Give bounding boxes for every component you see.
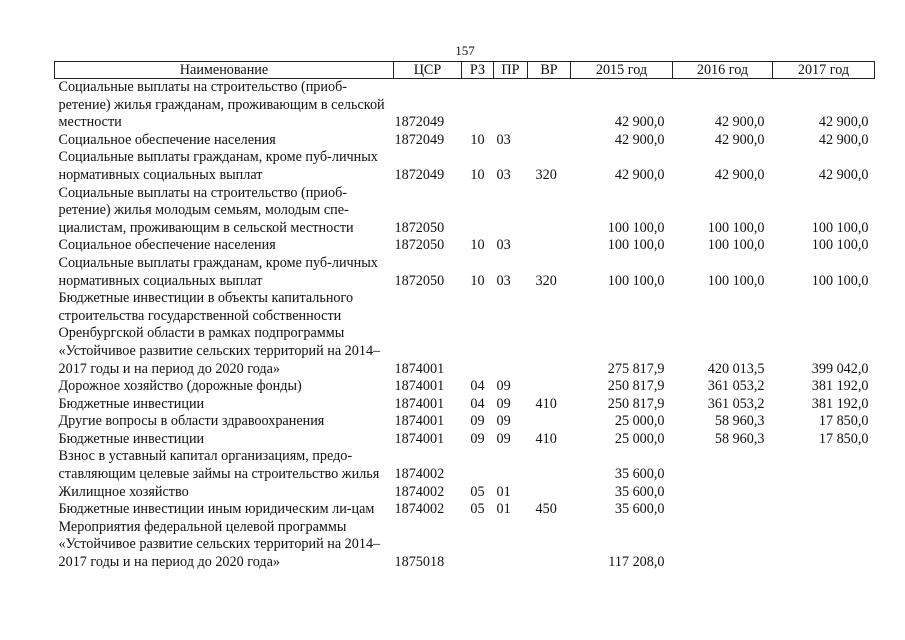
cell-pr: 01 (496, 501, 511, 518)
table-row (55, 79, 875, 132)
cell-name: Мероприятия федеральной целевой программы «Устойчивое развитие сельских территорий на 2014–2017 годы и на период до 2020 года» (58, 518, 381, 571)
cell-rz: 10 (470, 131, 485, 148)
cell-name: Другие вопросы в области здравоохранения (58, 413, 325, 430)
cell-rz (462, 519, 494, 572)
cell-2015: 100 100,0 (607, 237, 665, 254)
cell-vr (528, 519, 571, 572)
cell-2016: 42 900,0 (714, 114, 765, 131)
table-row (55, 448, 875, 483)
cell-2015: 250 817,9 (607, 395, 665, 412)
cell-csr: 1874001 (394, 413, 445, 430)
cell-rz: 05 (470, 483, 485, 500)
column-header-2015: 2015 год (571, 62, 673, 79)
cell-csr: 1872049 (394, 131, 445, 148)
cell-pr: 09 (496, 430, 511, 447)
cell-2016 (673, 484, 773, 502)
cell-csr: 1872049 (394, 114, 445, 131)
cell-vr (528, 378, 571, 396)
cell-2015: 275 817,9 (607, 360, 665, 377)
cell-2017: 42 900,0 (818, 166, 869, 183)
cell-2017: 381 192,0 (811, 378, 869, 395)
cell-name: Социальное обеспечение населения (58, 131, 276, 148)
cell-name: Социальные выплаты гражданам, кроме пуб-личных нормативных социальных выплат (58, 254, 378, 289)
cell-2015: 42 900,0 (614, 114, 665, 131)
cell-2017: 17 850,0 (818, 430, 869, 447)
cell-pr: 09 (496, 378, 511, 395)
cell-2017: 399 042,0 (811, 360, 869, 377)
table-row (55, 290, 875, 378)
cell-csr: 1874001 (394, 430, 445, 447)
cell-csr: 1874001 (394, 395, 445, 412)
column-header-2017: 2017 год (773, 62, 875, 79)
column-header-rz: РЗ (462, 62, 494, 79)
cell-rz (462, 79, 494, 132)
cell-name: Бюджетные инвестиции в объекты капитального строительства государственной собственности Оренбургской области в рамках подпрограммы «Устойчивое развитие сельских территорий на 2014–2017 годы и на период до 2020 года» (58, 290, 381, 377)
cell-csr: 1872050 (394, 219, 445, 236)
table-row (55, 149, 875, 184)
cell-rz (462, 290, 494, 378)
cell-vr (528, 132, 571, 150)
cell-csr: 1874002 (394, 501, 445, 518)
cell-name: Социальное обеспечение населения (58, 237, 276, 254)
cell-rz (462, 185, 494, 238)
cell-2017: 17 850,0 (818, 413, 869, 430)
cell-vr (528, 237, 571, 255)
cell-pr: 03 (496, 166, 511, 183)
cell-name: Социальные выплаты гражданам, кроме пуб-личных нормативных социальных выплат (58, 149, 378, 183)
cell-2015: 42 900,0 (614, 166, 665, 183)
cell-csr: 1872050 (394, 272, 445, 289)
cell-csr: 1872049 (394, 166, 445, 183)
column-header-name: Наименование (55, 62, 394, 79)
cell-2017: 381 192,0 (811, 395, 869, 412)
table-row (55, 484, 875, 502)
table-row (55, 431, 875, 449)
cell-csr: 1872050 (394, 237, 445, 254)
cell-2015: 25 000,0 (614, 430, 665, 447)
table-row (55, 237, 875, 255)
table-row (55, 396, 875, 414)
cell-rz: 09 (470, 413, 485, 430)
cell-2015: 35 600,0 (614, 501, 665, 518)
cell-vr (528, 448, 571, 483)
cell-2017: 100 100,0 (811, 237, 869, 254)
cell-2017 (773, 448, 875, 483)
cell-2015: 42 900,0 (614, 131, 665, 148)
table-row (55, 378, 875, 396)
cell-pr (494, 519, 528, 572)
table-body (55, 79, 875, 572)
table-header (55, 62, 875, 79)
cell-rz: 04 (470, 378, 485, 395)
cell-2016 (673, 501, 773, 519)
table-row (55, 255, 875, 290)
cell-name: Жилищное хозяйство (58, 483, 189, 500)
cell-2016: 100 100,0 (707, 237, 765, 254)
cell-2017 (773, 519, 875, 572)
cell-vr: 320 (535, 272, 557, 289)
cell-rz: 10 (470, 166, 485, 183)
header-row (55, 62, 875, 79)
table-row (55, 413, 875, 431)
cell-name: Бюджетные инвестиции (58, 430, 205, 447)
cell-2017 (773, 484, 875, 502)
cell-vr: 410 (535, 430, 557, 447)
cell-pr (494, 448, 528, 483)
cell-pr (494, 185, 528, 238)
column-header-vr: ВР (528, 62, 571, 79)
cell-csr: 1874002 (394, 466, 445, 483)
table-row (55, 132, 875, 150)
cell-rz: 04 (470, 395, 485, 412)
cell-name: Взнос в уставный капитал организациям, предо-ставляющим целевые займы на строительство жилья (58, 448, 380, 483)
cell-2016: 58 960,3 (714, 413, 765, 430)
cell-vr (528, 185, 571, 238)
cell-rz: 05 (470, 501, 485, 518)
cell-2015: 250 817,9 (607, 378, 665, 395)
cell-vr (528, 413, 571, 431)
cell-2016: 58 960,3 (714, 430, 765, 447)
column-header-pr: ПР (494, 62, 528, 79)
cell-2015: 100 100,0 (607, 272, 665, 289)
column-header-csr: ЦСР (394, 62, 462, 79)
cell-pr: 03 (496, 237, 511, 254)
table-row (55, 519, 875, 572)
cell-pr: 09 (496, 413, 511, 430)
page-number: 157 (455, 43, 475, 58)
cell-pr (494, 290, 528, 378)
cell-csr: 1874001 (394, 360, 445, 377)
cell-name: Бюджетные инвестиции (58, 395, 205, 412)
table-row (55, 185, 875, 238)
cell-2016 (673, 448, 773, 483)
cell-csr: 1874002 (394, 483, 445, 500)
cell-vr: 320 (535, 166, 557, 183)
cell-2016: 361 053,2 (707, 395, 765, 412)
cell-rz: 10 (470, 272, 485, 289)
cell-2017: 100 100,0 (811, 219, 869, 236)
column-header-2016: 2016 год (673, 62, 773, 79)
cell-vr (528, 79, 571, 132)
cell-2017: 42 900,0 (818, 114, 869, 131)
cell-2016 (673, 519, 773, 572)
cell-csr: 1874001 (394, 378, 445, 395)
cell-2015: 35 600,0 (614, 466, 665, 483)
cell-pr: 03 (496, 272, 511, 289)
cell-2016: 100 100,0 (707, 219, 765, 236)
cell-2015: 100 100,0 (607, 219, 665, 236)
cell-rz: 10 (470, 237, 485, 254)
cell-pr (494, 79, 528, 132)
cell-vr (528, 290, 571, 378)
table-row (55, 501, 875, 519)
cell-2016: 100 100,0 (707, 272, 765, 289)
cell-rz (462, 448, 494, 483)
cell-vr (528, 484, 571, 502)
cell-vr: 410 (535, 395, 557, 412)
cell-2017 (773, 501, 875, 519)
cell-2016: 42 900,0 (714, 166, 765, 183)
cell-vr: 450 (535, 501, 557, 518)
cell-2015: 35 600,0 (614, 483, 665, 500)
budget-table (54, 61, 875, 572)
cell-name: Дорожное хозяйство (дорожные фонды) (58, 378, 302, 395)
cell-2015: 117 208,0 (608, 554, 665, 571)
cell-pr: 09 (496, 395, 511, 412)
cell-pr: 03 (496, 131, 511, 148)
cell-2015: 25 000,0 (614, 413, 665, 430)
cell-2016: 420 013,5 (707, 360, 765, 377)
cell-name: Социальные выплаты на строительство (приоб-ретение) жилья молодым семьям, молодым спе-циалистам, проживающим в сельской местности (58, 184, 354, 236)
cell-2017: 100 100,0 (811, 272, 869, 289)
cell-2016: 361 053,2 (707, 378, 765, 395)
cell-pr: 01 (496, 483, 511, 500)
cell-name: Социальные выплаты на строительство (приоб-ретение) жилья гражданам, проживающим в сельской местности (58, 79, 385, 131)
cell-name: Бюджетные инвестиции иным юридическим ли-цам (58, 501, 375, 518)
cell-2016: 42 900,0 (714, 131, 765, 148)
cell-csr: 1875018 (394, 554, 445, 571)
cell-2017: 42 900,0 (818, 131, 869, 148)
cell-rz: 09 (470, 430, 485, 447)
